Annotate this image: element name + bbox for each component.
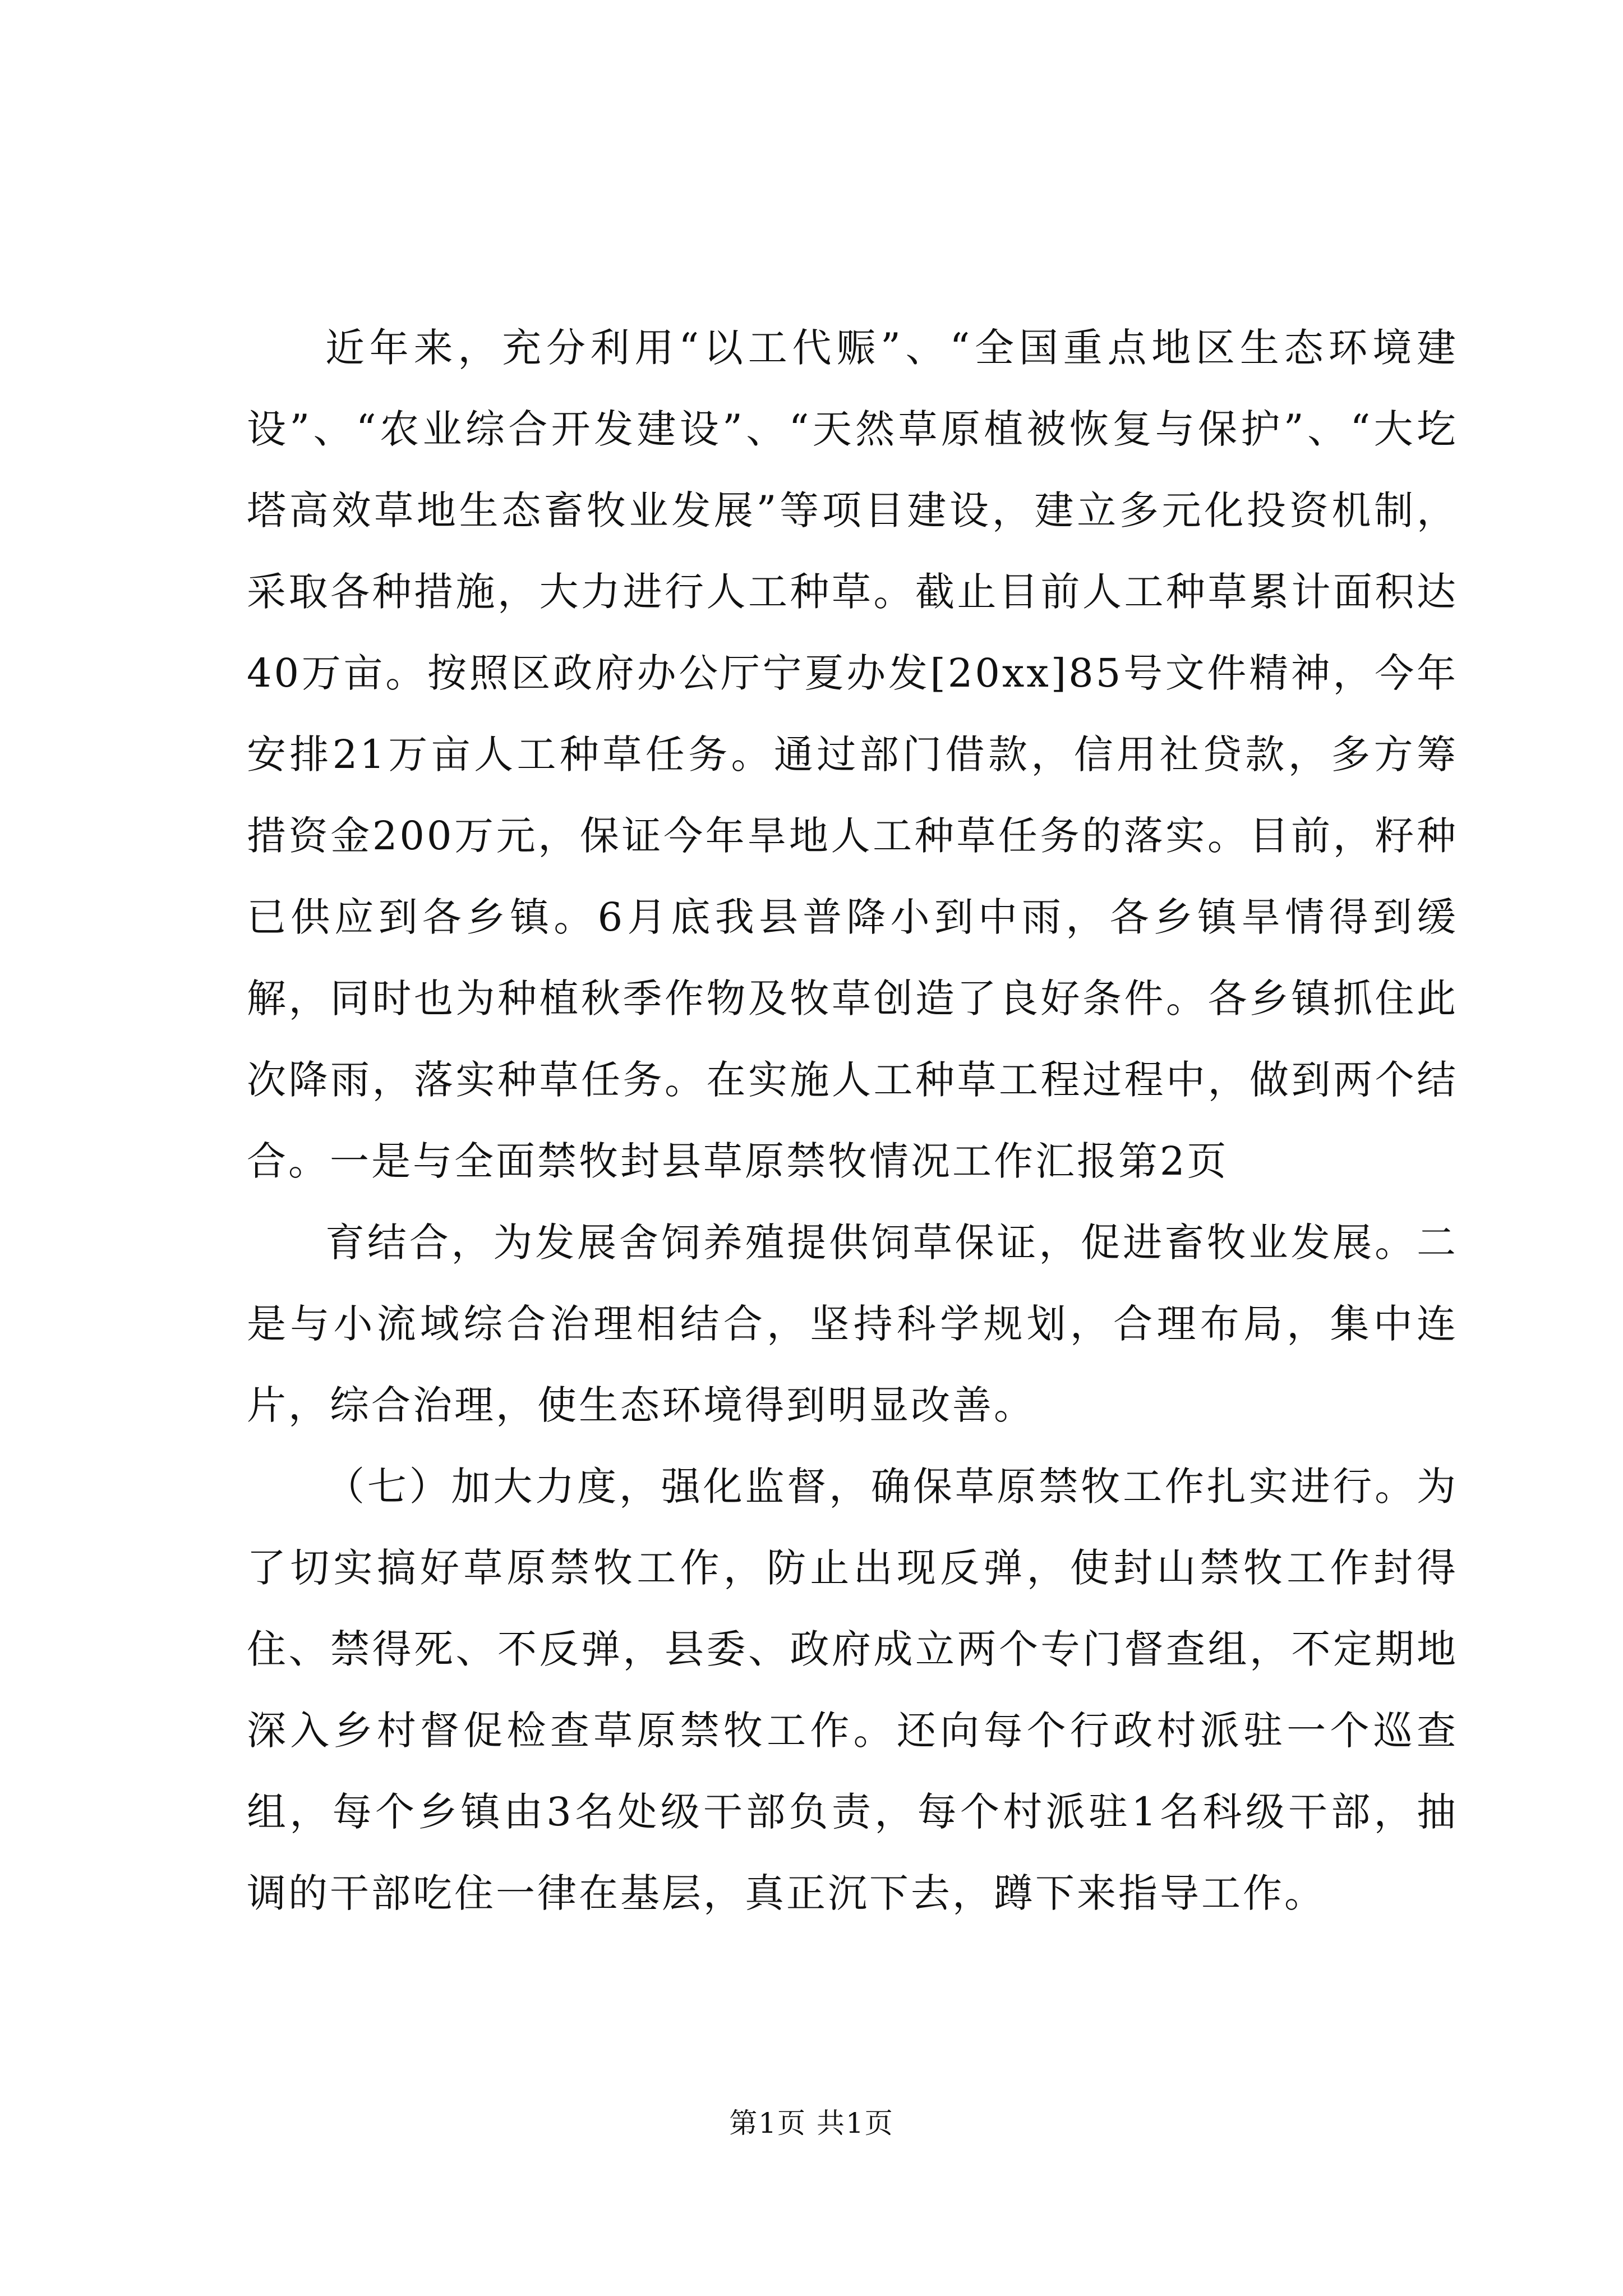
paragraph-1: 近年来，充分利用“以工代赈”、“全国重点地区生态环境建设”、“农业综合开发建设”、“天然草原植被恢复与保护”、“大圪塔高效草地生态畜牧业发展”等项目建设，建立多元化投资机制，采取各种措施，大力进行人工种草。截止目前人工种草累计面积达40万亩。按照区政府办公厅宁夏办发[20xx]85号文件精神，今年安排21万亩人工种草任务。通过部门借款，信用社贷款，多方筹措资金200万元，保证今年旱地人工种草任务的落实。目前，籽种已供应到各乡镇。6月底我县普降小到中雨，各乡镇旱情得到缓解，同时也为种植秋季作物及牧草创造了良好条件。各乡镇抓住此次降雨，落实种草任务。在实施人工种草工程过程中，做到两个结合。一是与全面禁牧封县草原禁牧情况工作汇报第2页	[247, 325, 1458, 1184]
paragraph-2: 育结合，为发展舍饲养殖提供饲草保证，促进畜牧业发展。二是与小流域综合治理相结合，坚持科学规划，合理布局，集中连片，综合治理，使生态环境得到明显改善。	[247, 1220, 1458, 1428]
paragraph-3: （七）加大力度，强化监督，确保草原禁牧工作扎实进行。为了切实搞好草原禁牧工作，防止出现反弹，使封山禁牧工作封得住、禁得死、不反弹，县委、政府成立两个专门督查组，不定期地深入乡村督促检查草原禁牧工作。还向每个行政村派驻一个巡查组，每个乡镇由3名处级干部负责，每个村派驻1名科级干部，抽调的干部吃住一律在基层，真正沉下去，蹲下来指导工作。	[247, 1464, 1458, 1916]
page-footer: 第1页 共1页	[729, 2107, 894, 2139]
document-body	[247, 307, 1458, 1934]
